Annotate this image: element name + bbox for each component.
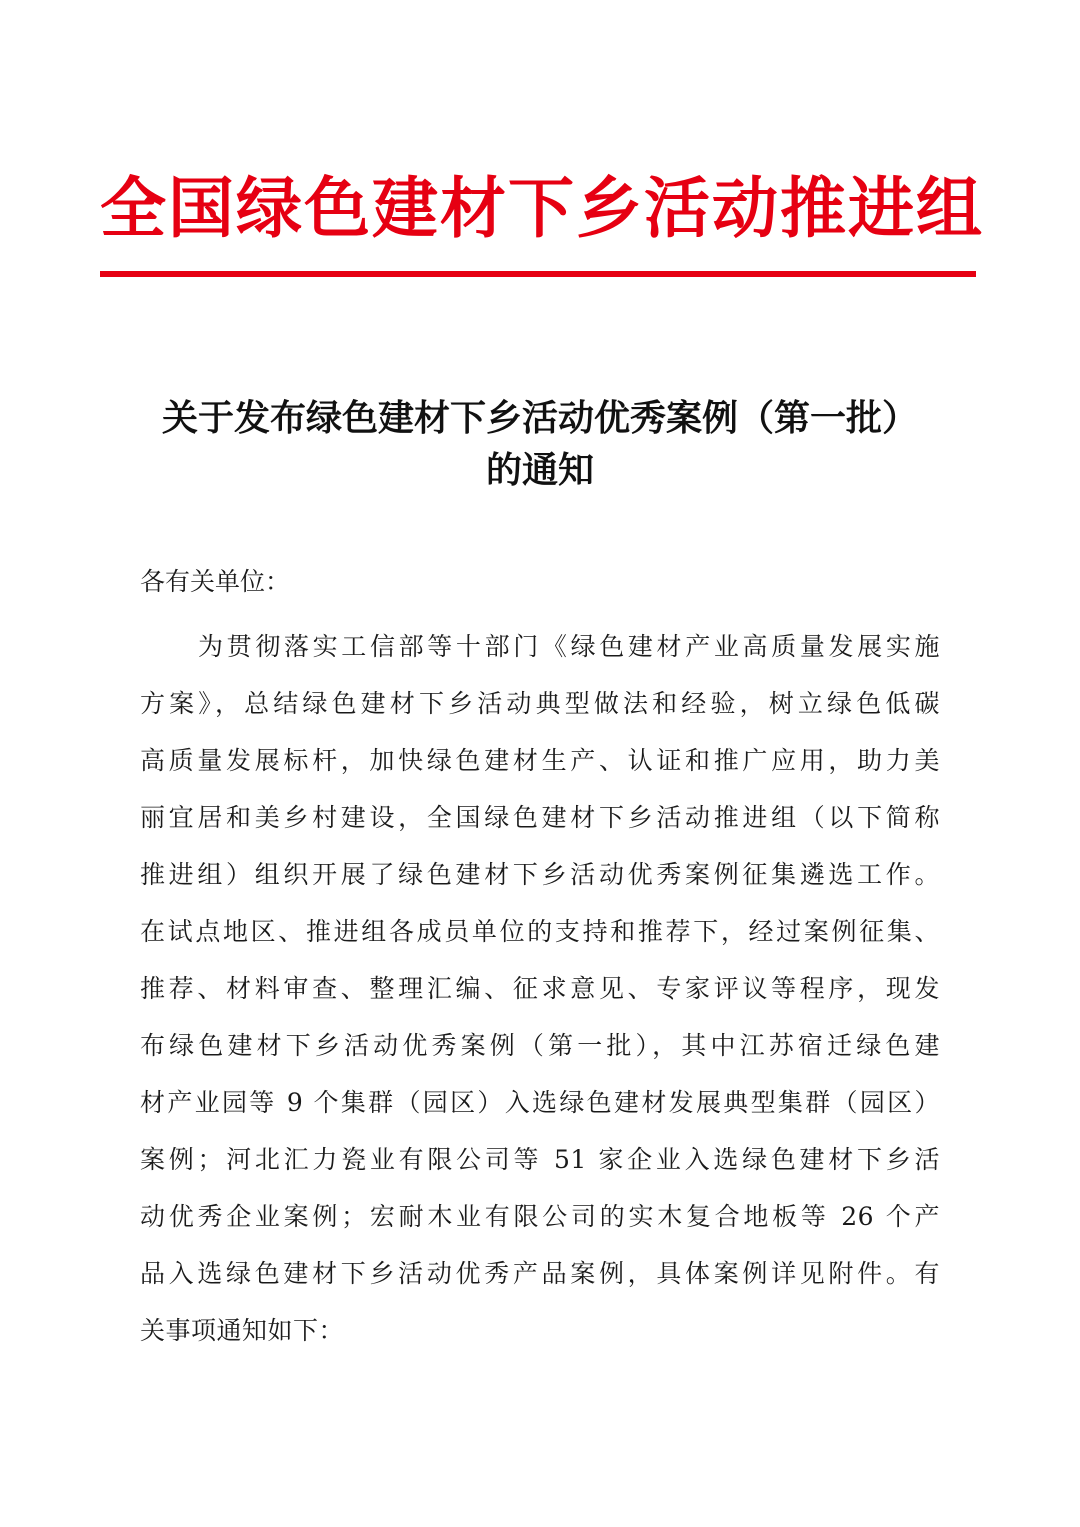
body-line: 高质量发展标杆，加快绿色建材生产、认证和推广应用，助力美 (140, 746, 940, 775)
body-line: 案例；河北汇力瓷业有限公司等 51 家企业入选绿色建材下乡活 (140, 1145, 940, 1174)
body-line: 布绿色建材下乡活动优秀案例（第一批），其中江苏宿迁绿色建 (140, 1031, 940, 1060)
body-line: 材产业园等 9 个集群（园区）入选绿色建材发展典型集群（园区） (140, 1088, 940, 1117)
document-title (120, 392, 960, 496)
body-paragraph (140, 618, 940, 1359)
organization-header: 全国绿色建材下乡活动推进组 (100, 169, 984, 247)
body-line: 丽宜居和美乡村建设，全国绿色建材下乡活动推进组（以下简称 (140, 803, 940, 832)
body-line: 在试点地区、推进组各成员单位的支持和推荐下，经过案例征集、 (140, 917, 940, 946)
body-line: 方案》，总结绿色建材下乡活动典型做法和经验，树立绿色低碳 (140, 689, 940, 718)
body-line: 为贯彻落实工信部等十部门《绿色建材产业高质量发展实施 (198, 632, 940, 661)
red-divider-rule (100, 271, 976, 277)
document-title-line: 的通知 (485, 449, 594, 491)
body-line: 推荐、材料审查、整理汇编、征求意见、专家评议等程序，现发 (140, 974, 940, 1003)
body-line: 关事项通知如下： (140, 1316, 345, 1345)
salutation: 各有关单位： (140, 567, 291, 596)
document-title-line: 关于发布绿色建材下乡活动优秀案例（第一批） (161, 397, 918, 439)
body-line: 动优秀企业案例；宏耐木业有限公司的实木复合地板等 26 个产 (140, 1202, 940, 1231)
body-line: 推进组）组织开展了绿色建材下乡活动优秀案例征集遴选工作。 (140, 860, 940, 889)
body-line: 品入选绿色建材下乡活动优秀产品案例，具体案例详见附件。有 (140, 1259, 940, 1288)
